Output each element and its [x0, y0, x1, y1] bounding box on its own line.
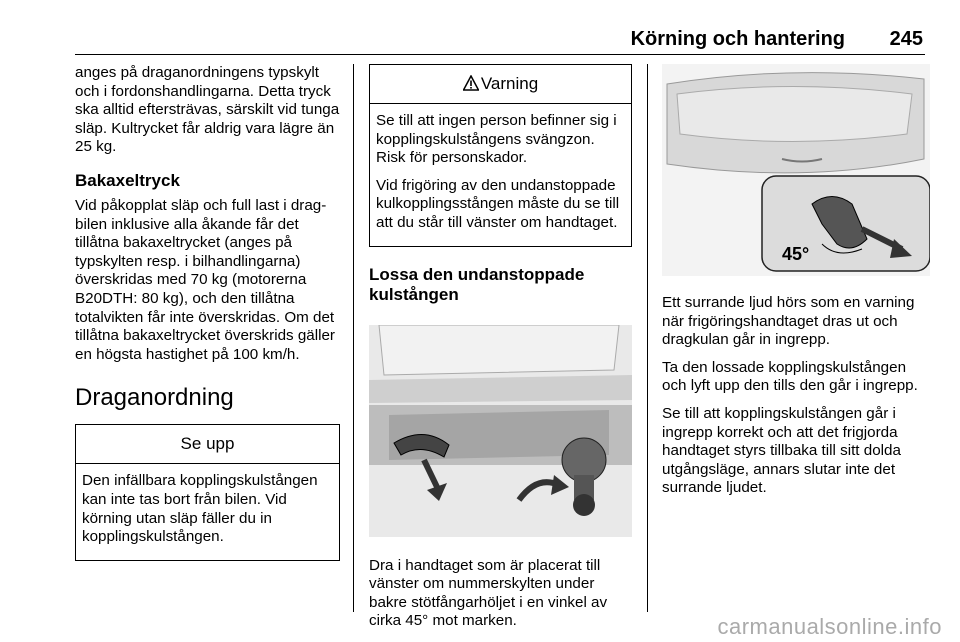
warning-box: [369, 64, 632, 247]
buzz-paragraph: Ett surrande ljud hörs som en varning när frigöringshandtaget dras ut och dragkulan går in ingrepp.: [662, 294, 915, 349]
page-header: [75, 24, 925, 55]
rear-axle-heading: Bakaxeltryck: [75, 170, 180, 190]
engage-paragraph: Se till att kopplingskulstången går i ingrepp korrekt och att det frigjorda handtaget styrs tillbaka till sitt dolda utgångsläge, annars slutar inte det surrande ljudet.: [662, 404, 901, 497]
column-left: [75, 64, 340, 561]
caution-box: [75, 424, 340, 560]
warning-text-2: Vid frigöring av den undanstoppade kulkopplingsstången måste du se till att du står till vänster om handtaget.: [376, 176, 620, 231]
caution-text: Den infällbara kopplingskulstången kan inte tas bort från bilen. Vid körning utan släp fäller du in kopplingskulstången.: [82, 472, 318, 546]
column-divider: [647, 64, 648, 612]
section-heading: Draganordning: [75, 384, 234, 412]
release-paragraph: Dra i handtaget som är placerat till vänster om nummerskylten under bakre stötfångarhöljet i en vinkel av cirka 45° mot marken.: [369, 556, 608, 630]
column-right: [662, 64, 930, 507]
column-divider: [353, 64, 354, 612]
chapter-title: Körning och hantering: [630, 28, 845, 50]
warning-header: [370, 65, 631, 104]
page-number: 245: [889, 28, 923, 50]
handle-illustration: [369, 325, 632, 537]
release-heading: Lossa den undanstoppade kulstången: [369, 264, 585, 304]
warning-title: Varning: [480, 74, 539, 93]
watermark: carmanualsonline.info: [717, 614, 942, 639]
intro-paragraph: anges på draganordningens typskylt och i fordonshandlingarna. Detta tryck ska alltid eftersträvas, särskilt vid tunga släp. Kultrycket får aldrig vara lägre än 25 kg.: [75, 64, 340, 156]
angle-label: 45°: [782, 244, 810, 264]
lift-paragraph: Ta den lossade kopplingskulstången och lyft upp den tills den går i ingrepp.: [662, 358, 918, 395]
car-rear-illustration: [662, 64, 930, 276]
column-middle: [369, 64, 632, 640]
warning-text-1: Se till att ingen person befinner sig i kopplingskulstångens svängzon. Risk för personskador.: [376, 112, 617, 167]
warning-icon: [463, 75, 479, 91]
rear-axle-paragraph: Vid påkopplat släp och full last i dragbilen inklusive alla åkande får det tillåtna bakaxeltrycket (anges på typskylten resp. i bilhandlingarna) överskridas med 70 kg (motorerna B20DTH: 80 kg), och den tillåtna totalvikten får inte överskridas. Om det tillåtna bakaxeltrycket överskrids gäller en högsta hastighet på 100 km/h.: [75, 196, 335, 363]
caution-title: Se upp: [76, 425, 339, 464]
